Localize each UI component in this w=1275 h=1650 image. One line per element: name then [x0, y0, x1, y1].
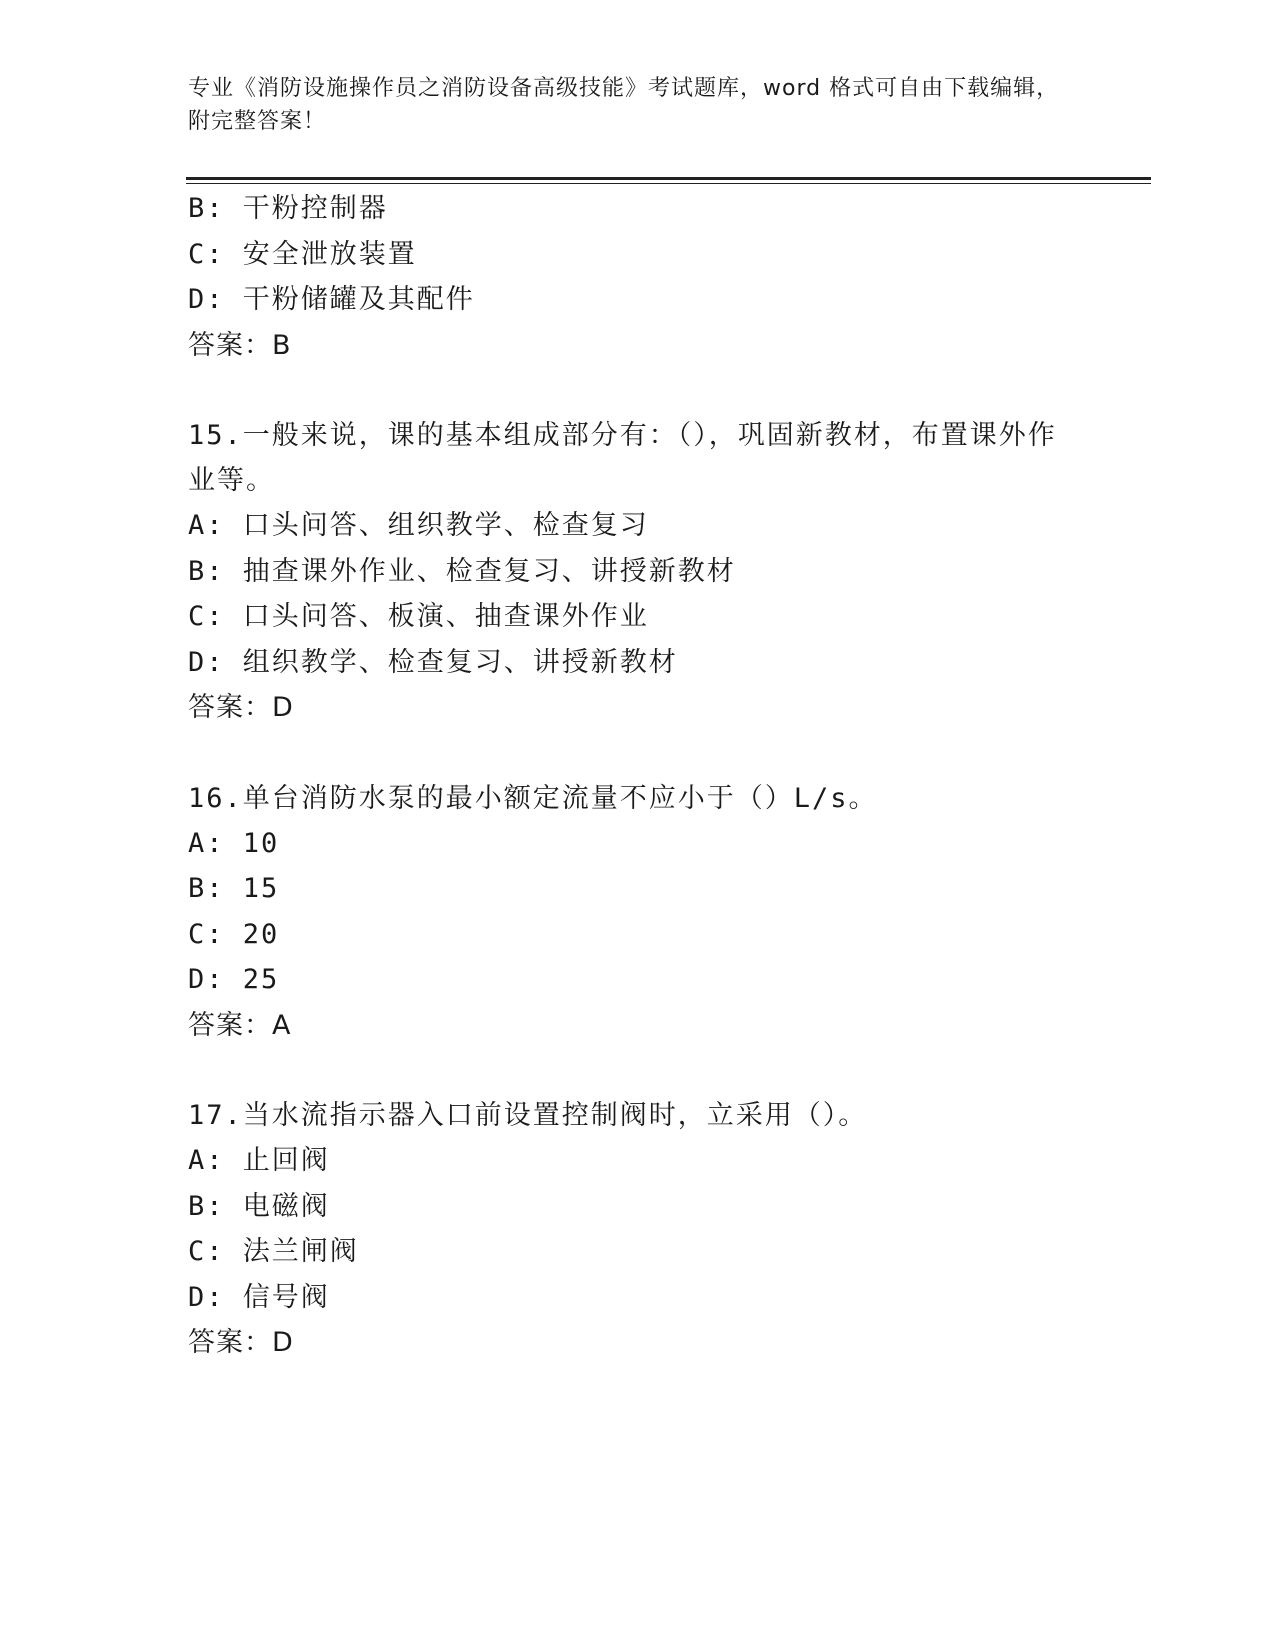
option-a: A: 止回阀: [188, 1145, 330, 1176]
option-b: B: 15: [188, 873, 280, 904]
header-divider-thick: [186, 177, 1151, 180]
option-c: C: 口头问答、板演、抽查课外作业: [188, 601, 649, 632]
option-d: D: 干粉储罐及其配件: [188, 284, 475, 315]
question-16: [188, 776, 1088, 1049]
answer-line: 答案：B: [188, 329, 292, 361]
spacer: [188, 368, 1088, 413]
header-text: 专业《消防设施操作员之消防设备高级技能》考试题库，word 格式可自由下载编辑，附完整答案！: [188, 76, 1060, 134]
option-d: D: 组织教学、检查复习、讲授新教材: [188, 646, 678, 678]
option-a: A: 口头问答、组织教学、检查复习: [188, 510, 649, 541]
option-d: D: 信号阀: [188, 1281, 330, 1313]
question-15: [188, 413, 1088, 731]
option-a: A: 10: [188, 827, 280, 859]
spacer: [188, 1048, 1088, 1093]
answer-line: 答案：A: [188, 1009, 292, 1041]
option-b: B: 干粉控制器: [188, 193, 388, 224]
question-17: [188, 1093, 1088, 1366]
option-c: C: 20: [188, 918, 280, 950]
question-content: [188, 186, 1088, 1366]
option-c: C: 法兰闸阀: [188, 1236, 359, 1267]
option-d: D: 25: [188, 964, 280, 995]
question-stem: 15.一般来说，课的基本组成部分有：（），巩固新教材，布置课外作业等。: [188, 420, 1057, 496]
option-b: B: 抽查课外作业、检查复习、讲授新教材: [188, 555, 736, 587]
header-divider-thin: [186, 183, 1151, 184]
spacer: [188, 731, 1088, 776]
option-c: C: 安全泄放装置: [188, 238, 417, 270]
answer-line: 答案：D: [188, 1327, 294, 1358]
question-stem: 16.单台消防水泵的最小额定流量不应小于（）L/s。: [188, 782, 878, 814]
document-header: [188, 72, 1068, 138]
continued-question: [188, 186, 1088, 368]
option-b: B: 电磁阀: [188, 1190, 330, 1222]
question-stem: 17.当水流指示器入口前设置控制阀时，立采用（）。: [188, 1100, 868, 1131]
answer-line: 答案：D: [188, 692, 294, 723]
